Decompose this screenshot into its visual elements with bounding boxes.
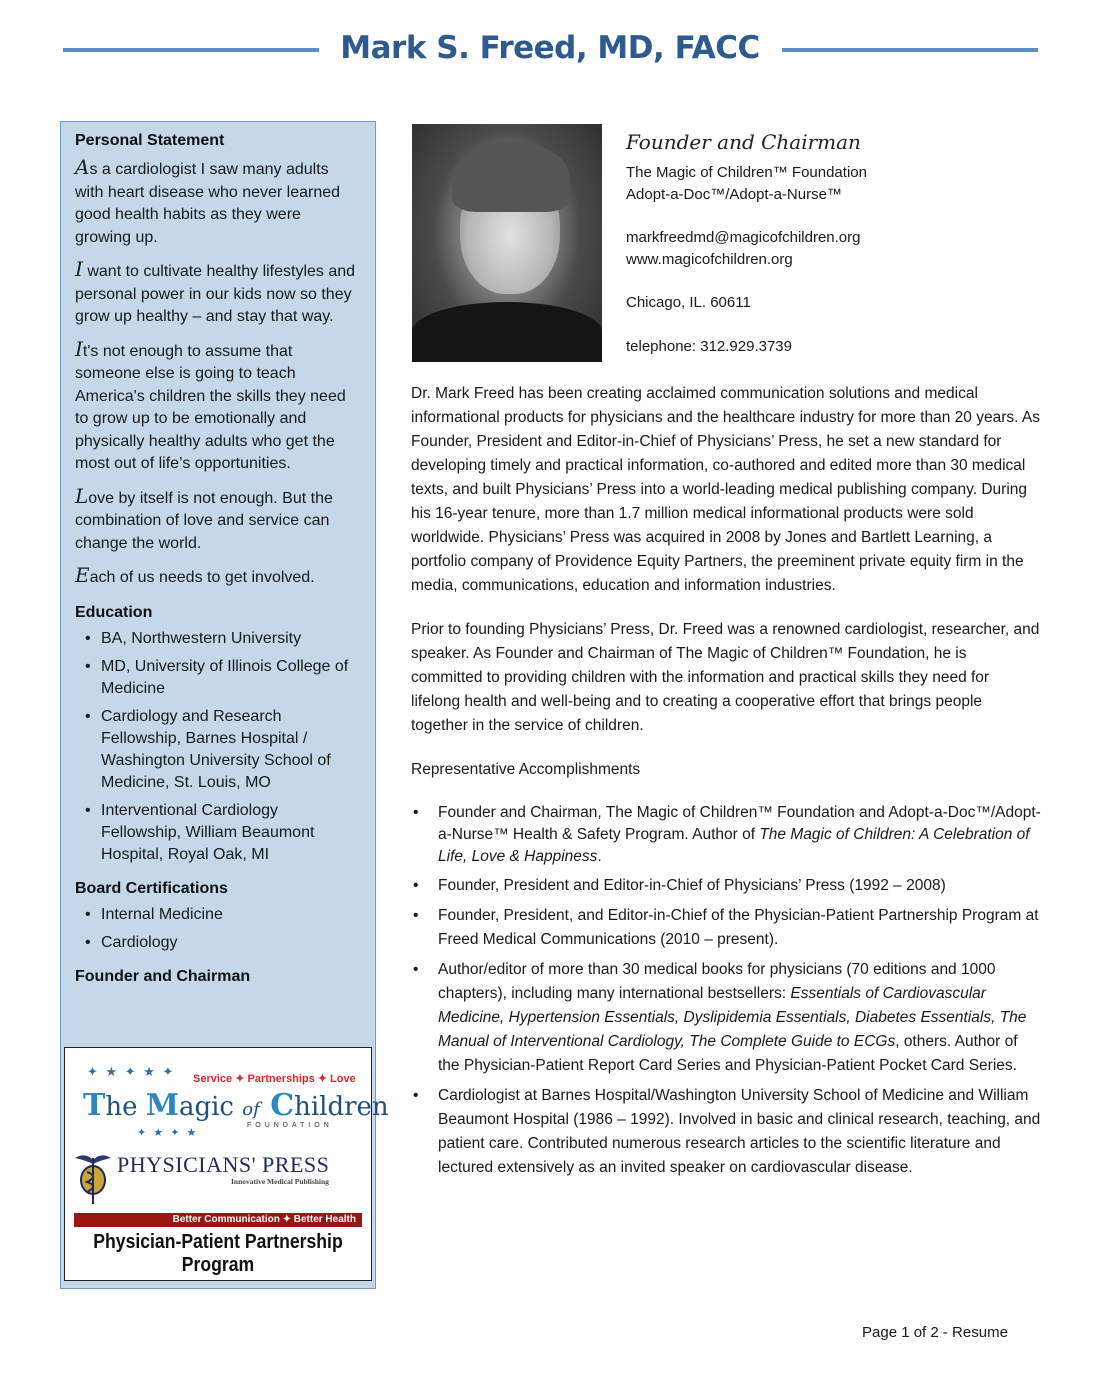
drop-cap: E [75,563,90,587]
founder-section [75,968,361,986]
accomplishment-item: • Founder, President and Editor-in-Chief of Physicians’ Press (1992 – 2008) [411,874,1041,898]
education-item: • MD, University of Illinois College of Medicine [75,656,361,700]
drop-cap: A [75,155,90,179]
stars-icon: ✦ ★ ✦ ★ ✦ [87,1064,176,1079]
magic-foundation-label: FOUNDATION [247,1122,333,1129]
caduceus-icon [73,1148,113,1206]
page-footer: Page 1 of 2 - Resume [862,1324,1008,1341]
program-name: Adopt-a-Doc™/Adopt-a-Nurse™ [626,185,842,203]
physicians-press-name: PHYSICIANS' PRESS [117,1152,330,1177]
contact-block [626,130,1046,357]
location: Chicago, IL. 60611 [626,294,751,311]
statement-paragraph: I want to cultivate healthy lifestyles and personal power in our kids now so they grow up healthy – and stay that way. [75,257,356,325]
magic-of-children-logo [77,1064,389,1139]
header-rule-left [63,48,319,52]
personal-statement [75,132,361,590]
statement-paragraph: Each of us needs to get involved. [75,563,315,587]
bio-paragraph: Dr. Mark Freed has been creating acclaimed communication solutions and medical informational products for physicians and the healthcare industry for more than 20 years. As Founder, President and Editor-in-Chief of Physicians’ Press, he set a new standard for developing timely and practical information, co-authored and edited more than 30 medical texts, and built Physicians’ Press into a world-leading medical publishing company. During his 16-year tenure, more than 1.7 million medical informational products were sold worldwide. Physicians’ Press was acquired in 2008 by Jones and Bartlett Learning, a portfolio company of Providence Equity Partners, the preeminent private equity firm in the media, communications, education and information industries. [411,385,1040,594]
role-title: Founder and Chairman [626,130,861,154]
certifications-list [75,904,361,954]
statement-paragraph: Love by itself is not enough. But the combination of love and service can change the world. [75,483,333,552]
profile-photo [412,124,602,362]
education-item: • Cardiology and Research Fellowship, Barnes Hospital / Washington University School of Medicine, St. Louis, MO [75,706,361,794]
drop-cap: I [75,257,83,281]
education-section [75,604,361,866]
personal-statement-heading: Personal Statement [75,132,225,149]
bio-paragraph: Prior to founding Physicians’ Press, Dr. Freed was a renowned cardiologist, researcher, and speaker. As Founder and Chairman of The Magic of Children™ Foundation, he is committed to providing children with the information and practical skills they need for lifelong health and well-being and to creating a cooperative effort that brings people together in the service of children. [411,621,1040,734]
certifications-section [75,880,361,954]
accomplishment-item: • Founder, President, and Editor-in-Chief of the Physician-Patient Partnership Program at Freed Medical Communications (2010 – present). [411,904,1041,952]
accomplishment-item: • Author/editor of more than 30 medical books for physicians (70 editions and 1000 chapters), including many international bestsellers: Essentials of Cardiovascular Medicine, Hypertension Essentials, Dyslipidemia Essentials, Diabetes Essentials, The Manual of Interventional Cardiology, The Complete Guide to ECGs, others. Author of the Physician-Patient Report Card Series and Physician-Patient Pocket Card Series. [411,958,1041,1078]
certifications-heading: Board Certifications [75,879,228,897]
telephone: telephone: 312.929.3739 [626,337,792,355]
stars-icon: ✦ ★ ✦ ★ [137,1127,199,1139]
drop-cap: I [75,336,83,361]
biography [411,382,1041,1186]
email-link[interactable]: markfreedmd@magicofchildren.org [626,229,861,246]
education-heading: Education [75,603,153,621]
page-header [0,28,1100,76]
accomplishment-item: • Cardiologist at Barnes Hospital/Washington University School of Medicine and William Beaumont Hospital (1986 – 1992). Involved in basic and clinical research, teaching, and patient care. Contributed numerous research articles to the scientific literature and lectured extensively as an invited speaker on cardiovascular disease. [411,1084,1041,1180]
sidebar-panel [60,121,389,1289]
accomplishments-list [411,802,1041,1180]
header-rule-right [782,48,1038,52]
statement-paragraph: As a cardiologist I saw many adults with heart disease who never learned good health habits as they were growing up. [75,155,341,246]
partnership-program-name: Physician-Patient Partnership Program [93,1231,343,1276]
website-link[interactable]: www.magicofchildren.org [626,250,793,268]
magic-tagline: Service ✦ Partnerships ✦ Love [193,1073,356,1085]
accomplishment-item: • Founder and Chairman, The Magic of Children™ Foundation and Adopt-a-Doc™/Adopt-a-Nurse™ Health & Safety Program. Author of The Magic of Children: A Celebration of Life, Love & Happiness. [411,802,1041,868]
drop-cap: L [75,483,89,508]
organization-logos [64,1047,389,1281]
organization-name: The Magic of Children™ Foundation [626,164,867,181]
partnership-tagline-bar: Better Communication ✦ Better Health [74,1213,362,1227]
physicians-press-subtitle: Innovative Medical Publishing [231,1177,329,1186]
founder-heading: Founder and Chairman [75,967,251,985]
page-title: Mark S. Freed, MD, FACC [340,30,760,66]
education-item: • BA, Northwestern University [75,628,361,650]
certification-item: • Cardiology [75,932,361,954]
physicians-press-logo [73,1148,363,1208]
accomplishments-heading: Representative Accomplishments [411,761,641,778]
statement-paragraph: It's not enough to assume that someone else is going to teach America's children the skills they need to grow up to be emotionally and physically healthy adults who get the most out of life’s opportunities. [75,336,346,472]
education-list [75,628,361,866]
education-item: • Interventional Cardiology Fellowship, William Beaumont Hospital, Royal Oak, MI [75,800,361,866]
magic-logo-wordmark: The Magic of Children [83,1088,389,1123]
certification-item: • Internal Medicine [75,904,361,926]
